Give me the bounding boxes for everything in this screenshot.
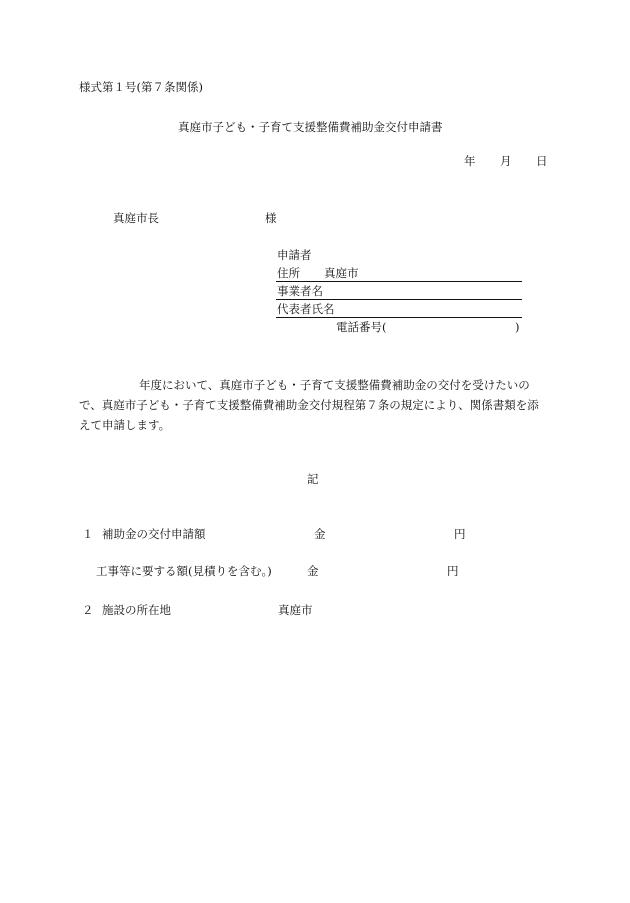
item-1-sub-yen: 円 (447, 564, 459, 578)
addressee-name: 真庭市長 (113, 211, 159, 225)
applicant-heading: 申請者 (277, 248, 312, 262)
address-value: 真庭市 (324, 266, 359, 280)
date-month: 月 (500, 154, 512, 168)
form-number: 様式第１号(第７条関係) (79, 80, 203, 94)
item-1-sub-kin: 金 (307, 564, 319, 578)
date-year: 年 (464, 154, 476, 168)
item-2-value: 真庭市 (278, 603, 313, 617)
address-label: 住所 (277, 266, 300, 280)
ki-marker: 記 (307, 472, 319, 486)
item-1-yen: 円 (454, 527, 466, 541)
item-1-number: １ (82, 527, 94, 541)
document-title: 真庭市子ども・子育て支援整備費補助金交付申請書 (178, 120, 443, 134)
address-underline (276, 281, 522, 282)
business-name-underline (276, 299, 522, 300)
representative-label: 代表者氏名 (277, 302, 335, 316)
body-line-2: で、真庭市子ども・子育て支援整備費補助金交付規程第７条の規定により、関係書類を添 (79, 398, 539, 412)
item-2-label: 施設の所在地 (102, 603, 171, 617)
representative-underline (276, 317, 522, 318)
item-2-number: ２ (82, 603, 94, 617)
business-name-label: 事業者名 (277, 284, 323, 298)
phone-close-paren: ) (515, 320, 520, 334)
body-line-1: 年度において、真庭市子ども・子育て支援整備費補助金の交付を受けたいの (139, 378, 530, 392)
addressee-honorific: 様 (265, 211, 277, 225)
date-day: 日 (536, 154, 548, 168)
body-line-3: えて申請します。 (79, 418, 171, 432)
phone-label: 電話番号( (336, 320, 387, 334)
item-1-sub-label: 工事等に要する額(見積りを含む。) (96, 564, 272, 578)
item-1-label: 補助金の交付申請額 (102, 527, 206, 541)
item-1-kin: 金 (314, 527, 326, 541)
